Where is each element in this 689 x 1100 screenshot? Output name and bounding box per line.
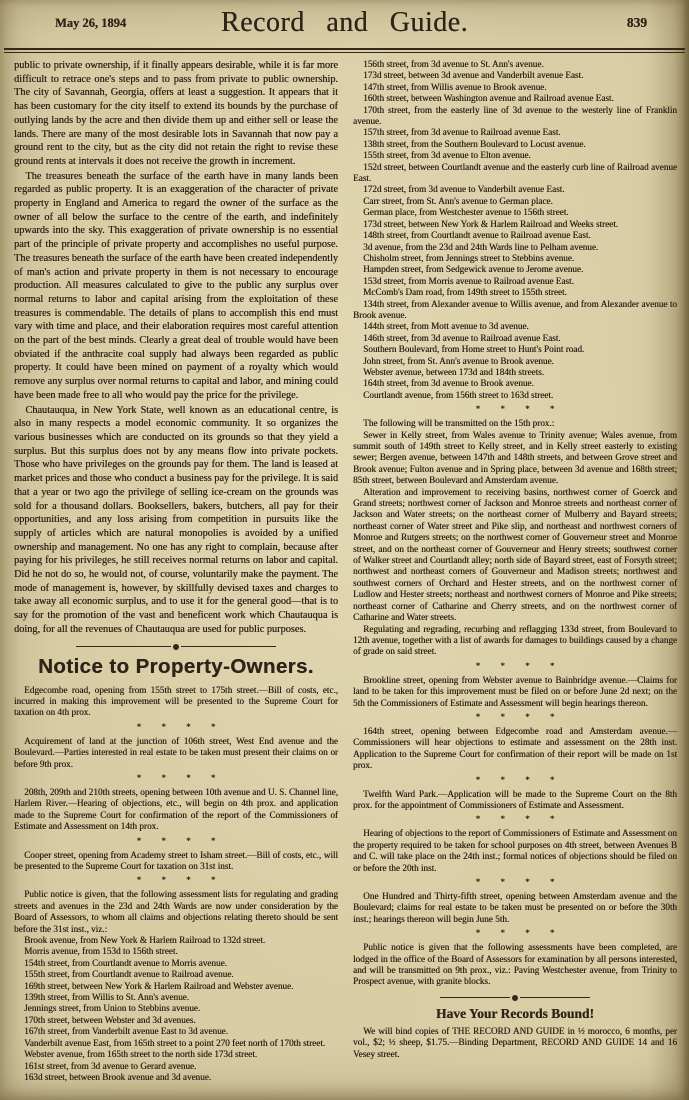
notice-to-property-owners-heading: Notice to Property-Owners. bbox=[38, 654, 314, 678]
notice-paragraph: Acquirement of land at the junction of 106th street, West End avenue and the Boulevard.—Parties interested in real estate to be taken must present their claims on or before 9th prox. bbox=[14, 735, 338, 769]
street-item: 164th street, from 3d avenue to Brook avenue. bbox=[363, 378, 534, 389]
street-item: 144th street, from Mott avenue to 3d avenue. bbox=[363, 321, 529, 332]
notice-paragraph: Hearing of objections to the report of Commissioners of Estimate and Assessment on the property required to be taken for school purposes on 4th street, between Avenues B and C. will take place on the 24th inst.; formal notices of objections should be filed on or before the 20th inst. bbox=[353, 828, 677, 873]
notice-item bbox=[353, 927, 677, 988]
street-item: 157th street, from 3d avenue to Railroad avenue East. bbox=[363, 127, 561, 138]
street-item: Chisholm street, from Jennings street to Stebbins avenue. bbox=[363, 252, 575, 263]
divider-dot-icon bbox=[512, 995, 518, 1001]
stars-separator: * * * * bbox=[136, 835, 225, 846]
two-column-body bbox=[0, 53, 689, 1083]
street-item: 173d street, between New York & Harlem Railroad and Weeks street. bbox=[363, 218, 619, 229]
street-item: Webster avenue, from 165th street to the north side 173d street. bbox=[24, 1049, 258, 1060]
divider-dot-icon bbox=[173, 644, 179, 650]
divider-line bbox=[76, 646, 171, 647]
stars-separator: * * * * bbox=[136, 721, 225, 732]
notice-paragraph: Twelfth Ward Park.—Application will be made to the Supreme Court on the 8th prox. for the appointment of Commissioners of Estimate and Assessment. bbox=[353, 788, 677, 810]
street-item: Vanderbilt avenue East, from 165th street to a point 270 feet north of 170th street. bbox=[24, 1037, 326, 1048]
notice-paragraph: The following will be transmitted on the 15th prox.: bbox=[363, 418, 555, 429]
notice-item bbox=[353, 774, 677, 812]
notice-item bbox=[14, 685, 338, 719]
notice-paragraph: Edgecombe road, opening from 155th street to 175th street.—Bill of costs, etc., incurred in making this improvement will be presented to the Supreme Court for taxation on 4th prox. bbox=[14, 684, 338, 718]
street-item: 160th street, between Washington avenue and Railroad avenue East. bbox=[363, 93, 614, 104]
divider-line bbox=[520, 997, 590, 998]
essay-paragraph: public to private ownership, if it finally appears desirable, while it is far more difficult to retrace one's steps and to pass from private to public ownership. The city of Savannah, Georgia, offers at least a suggestion. It appears that it has been customary for the city itself to extend its bounds by the purchase of outlying lands by the acre and then divide them up and either sell or lease the lands. There are many of the most desirable lots in Savannah that now pay a ground rent to the city, but as the city did not retain the right to revise these ground rents at intervals it does not receive the growth in increment. bbox=[14, 60, 338, 167]
stars-separator: * * * * bbox=[475, 814, 564, 825]
notice-paragraph: One Hundred and Thirty-fifth street, opening between Amsterdam avenue and the Boulevard; claims for real estate to be taken must be presented on or before the 30th inst.; hearings thereon will begin June 5th. bbox=[353, 891, 677, 924]
notice-paragraph: Regulating and regrading, recurbing and reflagging 133d street, from Boulevard to 12th avenue, together with a list of awards for damages to buildings caused by a change of grade on said street. bbox=[353, 623, 677, 657]
stars-separator: * * * * bbox=[136, 772, 225, 783]
masthead-title: Record and Guide. bbox=[220, 7, 469, 38]
essay-paragraph: The treasures beneath the surface of the earth have in many lands been regarded as public property. It is an exaggeration of the character of private property in England and America to regard the owner of the surface as the owner of all below the surface to the centre of the earth, and indefinitely upwards into the sky. This exaggeration of private ownership is no essential part of the principle of private property and accomplishes no useful purpose. The treasures beneath the surface of the earth have been created independently of man's action and private property in them is not necessary to encourage production. All measures calculated to give to the public any surplus over normal returns to labor and capital arising from the exploitation of these treasures is commendable. The details of plans to accomplish this end must vary with time and place, and their elaboration requires most careful attention on the part of the best minds. Clearly a great deal of trouble would have been obviated if the anthracite coal supply had always been regarded as public property. It could have been mined on payment of a royalty which would remove any surplus over normal returns to capital and labor, and mining could have been made free to all who would pay the price for the privilege. bbox=[14, 170, 338, 401]
left-street-list bbox=[14, 935, 338, 1083]
street-item: 148th street, from Courtlandt avenue to Railroad avenue East. bbox=[363, 230, 591, 241]
stars-separator: * * * * bbox=[475, 660, 564, 671]
street-item: 138th street, from the Southern Boulevard to Locust avenue. bbox=[363, 138, 586, 149]
street-item: McComb's Dam road, from 149th street to 155th street. bbox=[363, 287, 567, 298]
street-item: Brook avenue, from New York & Harlem Railroad to 132d street. bbox=[24, 935, 266, 946]
notice-item bbox=[14, 835, 338, 873]
street-item: John street, from St. Ann's avenue to Brook avenue. bbox=[363, 355, 554, 366]
street-item: 146th street, from 3d avenue to Railroad avenue East. bbox=[363, 332, 561, 343]
essay-paragraph: Chautauqua, in New York State, well known as an educational centre, is also in many respects a model economic community. It so organizes the various businesses which are conducted on its grounds so that they yield a surplus. But this surplus does not by any means flow into private pockets. Those who have privileges on the grounds pay for them. The land is leased at market prices and those who conduct a business pay for the privilege. It is said that a year or two ago the privilege of selling ice-cream on the grounds was sold for a thousand dollars. Booksellers, bakers, butchers, all pay for their opportunities, and any loss arising from competition in pursuits like the supply of articles which are natural monopolies is avoided by a unified ownership and management. No one has any right to complain, because after paying for his privileges, he still receives normal returns on labor and capital. Did he not do so, he would not, of course, voluntarily make the payment. The mode of management is, however, by skillfully devised taxes and charges to take away all economic surplus, and to use it for the general good—that is to say for the promotion of the vast and beneficent work which Chautauqua is doing, for all the revenues of Chautauqua are used for public purposes. bbox=[14, 404, 338, 635]
stars-separator: * * * * bbox=[475, 877, 564, 887]
masthead bbox=[0, 0, 689, 46]
section-divider bbox=[76, 644, 276, 650]
street-item: Courtlandt avenue, from 156th street to 163d street. bbox=[363, 389, 554, 400]
records-bound-heading: Have Your Records Bound! bbox=[436, 1005, 594, 1021]
notice-item bbox=[353, 711, 677, 772]
street-item: 153d street, from Morris avenue to Railroad avenue East. bbox=[363, 275, 574, 286]
street-item: Webster avenue, between 173d and 184th streets. bbox=[363, 366, 545, 377]
records-bound-paragraph: We will bind copies of THE RECORD AND GUIDE in ½ morocco, 6 months, per vol., $2; ½ sheep, $1.75.—Binding Department, RECORD AND GUIDE 14 and 16 Vesey street. bbox=[353, 1025, 677, 1060]
notice-paragraph: Public notice is given that the following assessments have been completed, are lodged in the office of the Board of Assessors for examination by all persons interested, and will be transmitted on 9th prox., viz.: Paving Westchester avenue, from Trinity to Prospect avenue, with granite blocks. bbox=[353, 942, 677, 987]
right-notices bbox=[353, 403, 677, 988]
notice-item bbox=[353, 660, 677, 709]
notice-item bbox=[353, 487, 677, 624]
left-column bbox=[14, 59, 338, 1083]
left-notices bbox=[14, 685, 338, 936]
street-item: 173d street, between 3d avenue and Vanderbilt avenue East. bbox=[363, 70, 584, 81]
street-item: 172d street, from 3d avenue to Vanderbilt avenue East. bbox=[363, 184, 565, 195]
stars-separator: * * * * bbox=[475, 711, 564, 722]
notice-item bbox=[353, 876, 677, 925]
street-item: 167th street, from Vanderbilt avenue East to 3d avenue. bbox=[24, 1026, 229, 1037]
street-item: 147th street, from Willis avenue to Brook avenue. bbox=[363, 81, 547, 92]
right-street-list bbox=[353, 59, 677, 401]
notice-item bbox=[353, 624, 677, 658]
street-item: Morris avenue, from 153d to 156th street. bbox=[24, 946, 178, 957]
notice-paragraph: Sewer in Kelly street, from Wales avenue to Trinity avenue; Wales avenue, from summit south of 149th street to Kelly street, and in Kelly street easterly to existing sewer; Bergen avenue, between 147th and 148th streets, and between Grove street and Brook avenue; Fulton avenue and in Spring place, between 3d avenue and 168th street; 85th street, between Boulevard and Amsterdam avenue. bbox=[353, 429, 677, 486]
section-divider bbox=[440, 995, 590, 1001]
divider-line bbox=[181, 646, 276, 647]
notice-paragraph: Brookline street, opening from Webster avenue to Bainbridge avenue.—Claims for land to be taken for this improvement must be filed on or before June 2d next; on the 5th the Commissioners of Estimate and Assessment will begin hearings thereon. bbox=[353, 674, 677, 708]
notice-paragraph: 208th, 209th and 210th streets, opening between 10th avenue and U. S. Channel line, Harlem River.—Hearing of objections, etc., will begin on 4th prox. and application made to the Supreme Court for confirmation of the report of the Commissioners of Estimate and Assessment on 14th prox. bbox=[14, 786, 338, 832]
notice-paragraph: Public notice is given, that the following assessment lists for regulating and grading streets and avenues in the 23d and 24th Wards are now under consideration by the Board of Assessors, to whom all claims and objections relating thereto should be sent before the 31st inst., viz.: bbox=[14, 889, 338, 934]
street-item: 170th street, from the easterly line of 3d avenue to the westerly line of Franklin avenue. bbox=[353, 104, 677, 127]
street-item: 170th street, between Webster and 3d avenues. bbox=[24, 1014, 196, 1025]
street-item: 139th street, from Willis to St. Ann's avenue. bbox=[24, 992, 190, 1003]
street-item: 169th street, between New York & Harlem Railroad and Webster avenue. bbox=[24, 980, 294, 991]
stars-separator: * * * * bbox=[475, 774, 564, 785]
stars-separator: * * * * bbox=[475, 404, 564, 415]
notice-item bbox=[353, 430, 677, 487]
stars-separator: * * * * bbox=[475, 928, 564, 939]
issue-date: May 26, 1894 bbox=[55, 16, 127, 30]
divider-line bbox=[440, 997, 510, 998]
street-item: 152d street, between Courtlandt avenue and the easterly curb line of Railroad avenue East. bbox=[353, 161, 677, 184]
street-item: Jennings street, from Union to Stebbins avenue. bbox=[24, 1003, 201, 1014]
right-column bbox=[353, 59, 677, 1083]
notice-paragraph: Cooper street, opening from Academy street to Isham street.—Bill of costs, etc., will be presented to the Supreme Court for taxation on 31st inst. bbox=[14, 849, 338, 871]
notice-item bbox=[353, 813, 677, 874]
notice-paragraph: Alteration and improvement to receiving basins, northwest corner of Goerck and Grand streets; northwest corner of Jackson and Monroe streets and northeast corner of Jackson and Water streets; on the northeast corner of Mulberry and Bayard streets; northeast corner of Water street and Pike slip, and northeast and northwest corners of Monroe and Rutgers streets; on the northwest corner of Gouverneur street and Monroe street, and on the northeast corner of Gouverneur and Henry streets; southwest corner of Walker street and Courtlandt alley; north side of Bayard street, east of Forsyth street; northwest and northeast corners of Gouverneur and Madison streets; northwest and southwest corners of Orchard and Hester streets, and on the northwest corner of Ludlow and Hester streets; northeast and northwest corners of Monroe and Pike streets; northeast corner of Catharine and Cherry streets, and on the northwest corner of Catharine and Water streets. bbox=[353, 486, 677, 623]
essay-section bbox=[14, 59, 338, 637]
street-item: Southern Boulevard, from Home street to Hunt's Point road. bbox=[363, 344, 585, 355]
street-item: 163d street, between Brook avenue and 3d avenue. bbox=[24, 1071, 212, 1082]
street-item: 155th street, from 3d avenue to Elton avenue. bbox=[363, 150, 531, 161]
street-item: 154th street, from Courtlandt avenue to Morris avenue. bbox=[24, 957, 227, 968]
stars-separator: * * * * bbox=[136, 875, 225, 886]
notice-item bbox=[14, 874, 338, 935]
street-item: Carr street, from St. Ann's avenue to German place. bbox=[363, 195, 553, 206]
notice-item bbox=[353, 403, 677, 429]
street-item: 156th street, from 3d avenue to St. Ann's avenue. bbox=[363, 59, 544, 69]
page-number: 839 bbox=[626, 15, 647, 30]
street-item: 3d avenue, from the 23d and 24th Wards line to Pelham avenue. bbox=[363, 241, 599, 252]
street-item: German place, from Westchester avenue to 156th street. bbox=[363, 207, 569, 218]
notice-paragraph: 164th street, opening between Edgecombe road and Amsterdam avenue.—Commissioners will hear objections to estimate and assessment on the 28th inst. Application to the Supreme Court for confirmation of their report will be made on 1st prox. bbox=[353, 725, 677, 771]
street-item: 161st street, from 3d avenue to Gerard avenue. bbox=[24, 1060, 197, 1071]
notice-item bbox=[14, 772, 338, 833]
street-item: 155th street, from Courtlandt avenue to Railroad avenue. bbox=[24, 969, 234, 980]
street-item: 134th street, from Alexander avenue to Willis avenue, and from Alexander avenue to Brook avenue. bbox=[353, 298, 677, 320]
notice-item bbox=[14, 721, 338, 770]
street-item: Hampden street, from Sedgewick avenue to Jerome avenue. bbox=[363, 264, 584, 275]
